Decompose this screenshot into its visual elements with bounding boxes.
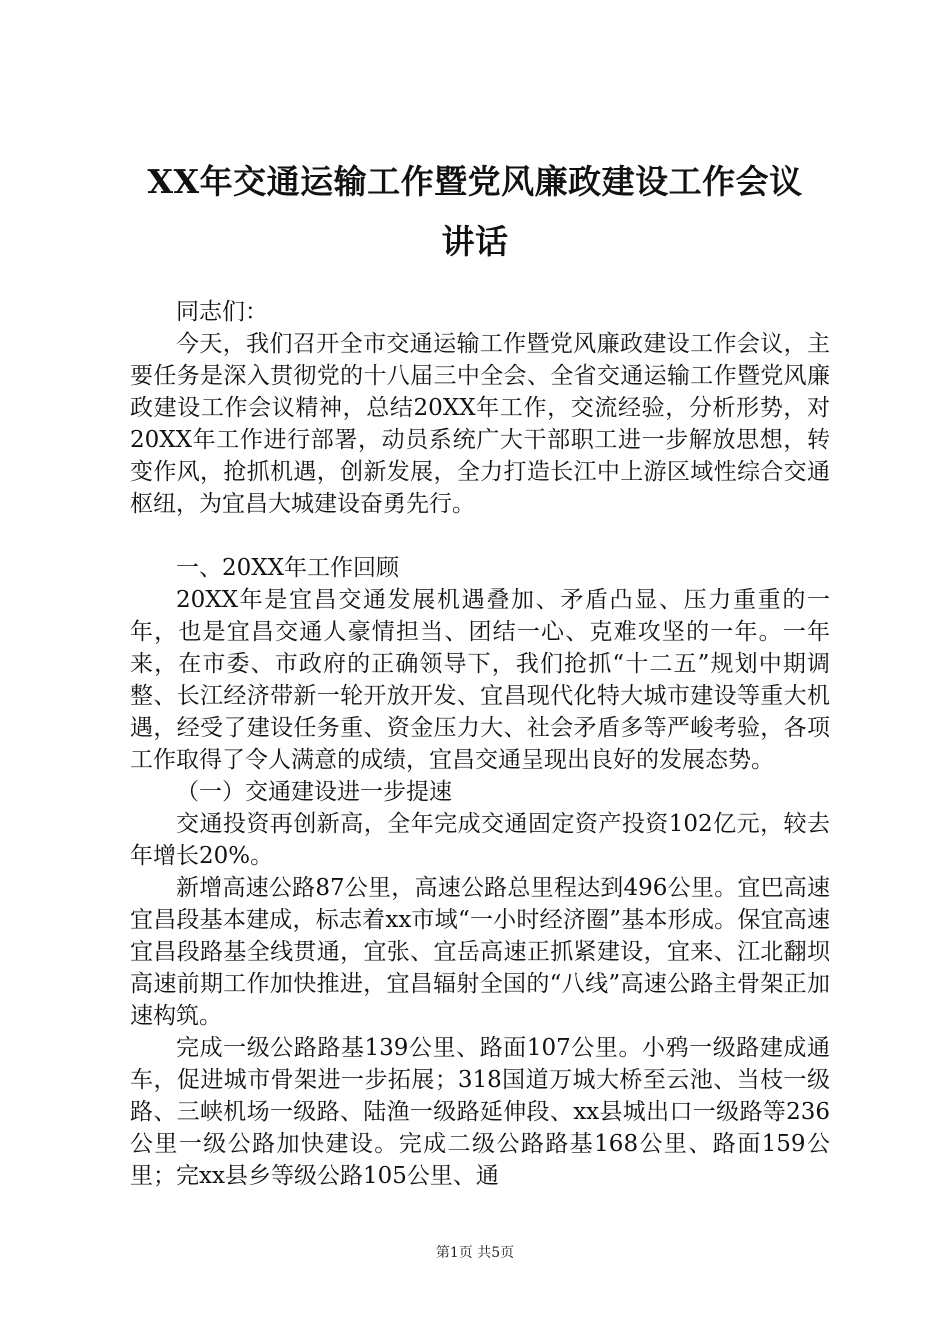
document-title-line-2: 讲话 [441, 222, 509, 261]
salutation: 同志们： [176, 299, 268, 325]
document-title-line-1: XX年交通运输工作暨党风廉政建设工作会议 [147, 162, 803, 201]
page-footer: 第1页 共5页 [435, 1245, 515, 1261]
body-paragraph: 新增高速公路87公里，高速公路总里程达到496公里。宜巴高速宜昌段基本建成，标志着xx市域“一小时经济圈”基本形成。保宜高速宜昌段路基全线贯通，宜张、宜岳高速正抓紧建设，宜来、江北翻坝高速前期工作加快推进，宜昌辐射全国的“八线”高速公路主骨架正加速构筑。 [130, 875, 830, 1029]
section-heading: 一、20XX年工作回顾 [176, 555, 400, 581]
body-paragraph: 交通投资再创新高，全年完成交通固定资产投资102亿元，较去年增长20%。 [130, 811, 830, 869]
body-paragraph: 今天，我们召开全市交通运输工作暨党风廉政建设工作会议，主要任务是深入贯彻党的十八届三中全会、全省交通运输工作暨党风廉政建设工作会议精神，总结20XX年工作，交流经验，分析形势，对20XX年工作进行部署，动员系统广大干部职工进一步解放思想，转变作风，抢抓机遇，创新发展，全力打造长江中上游区域性综合交通枢纽，为宜昌大城建设奋勇先行。 [130, 331, 830, 517]
body-paragraph: 20XX年是宜昌交通发展机遇叠加、矛盾凸显、压力重重的一年，也是宜昌交通人豪情担当、团结一心、克难攻坚的一年。一年来，在市委、市政府的正确领导下，我们抢抓“十二五”规划中期调整、长江经济带新一轮开放开发、宜昌现代化特大城市建设等重大机遇，经受了建设任务重、资金压力大、社会矛盾多等严峻考验，各项工作取得了令人满意的成绩，宜昌交通呈现出良好的发展态势。 [130, 587, 830, 773]
document-body [130, 296, 830, 1192]
subsection-heading: （一）交通建设进一步提速 [176, 779, 452, 805]
body-paragraph: 完成一级公路路基139公里、路面107公里。小鸦一级路建成通车，促进城市骨架进一步拓展；318国道万城大桥至云池、当枝一级路、三峡机场一级路、陆渔一级路延伸段、xx县城出口一级路等236公里一级公路加快建设。完成二级公路路基168公里、路面159公里；完xx县乡等级公路105公里、通 [130, 1035, 830, 1189]
